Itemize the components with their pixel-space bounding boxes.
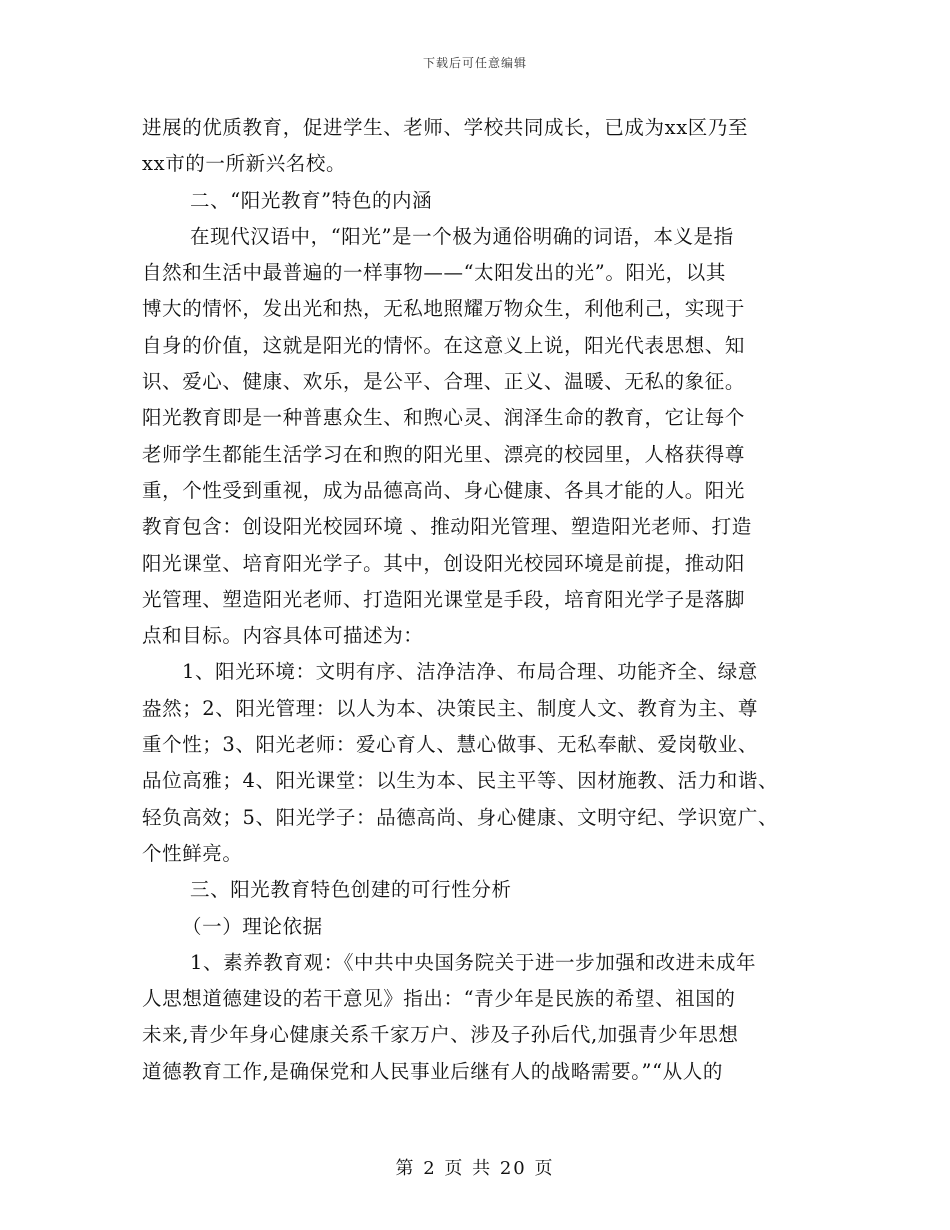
- text-line: 品位高雅；4、阳光课堂：以生为本、民主平等、因材施教、活力和谐、: [142, 769, 779, 793]
- text-line: 1、阳光环境：文明有序、洁净洁净、布局合理、功能齐全、绿意: [182, 660, 758, 684]
- section-heading: 三、阳光教育特色创建的可行性分析: [190, 878, 512, 902]
- document-body: [142, 110, 814, 1090]
- text-line: 未来,青少年身心健康关系千家万户、涉及子孙后代,加强青少年思想: [142, 1023, 739, 1047]
- text-line: 博大的情怀，发出光和热，无私地照耀万物众生，利他利己，实现于: [142, 297, 746, 321]
- text-line: 阳光教育即是一种普惠众生、和煦心灵、润泽生命的教育，它让每个: [142, 406, 746, 430]
- text-line: 轻负高效；5、阳光学子：品德高尚、身心健康、文明守纪、学识宽广、: [142, 805, 779, 829]
- page-header: 下载后可任意编辑: [422, 56, 527, 70]
- text-line: 重，个性受到重视，成为品德高尚、身心健康、各具才能的人。阳光: [142, 478, 746, 502]
- text-line: 点和目标。内容具体可描述为：: [142, 624, 424, 648]
- text-line: 老师学生都能生活学习在和煦的阳光里、漂亮的校园里，人格获得尊: [142, 442, 746, 466]
- section-heading: 二、“阳光教育”特色的内涵: [190, 188, 433, 212]
- text-line: 在现代汉语中，“阳光”是一个极为通俗明确的词语，本义是指: [190, 224, 734, 248]
- text-line: 教育包含：创设阳光校园环境 、推动阳光管理、塑造阳光老师、打造: [142, 515, 752, 539]
- text-line: 识、爱心、健康、欢乐，是公平、合理、正义、温暖、无私的象征。: [142, 370, 746, 394]
- text-line: 道德教育工作,是确保党和人民事业后继有人的战略需要。”“从人的: [142, 1059, 723, 1083]
- text-line: 光管理、塑造阳光老师、打造阳光课堂是手段，培育阳光学子是落脚: [142, 587, 746, 611]
- text-line: 人思想道德建设的若干意见》指出：“青少年是民族的希望、祖国的: [142, 987, 736, 1011]
- text-line: 阳光课堂、培育阳光学子。其中，创设阳光校园环境是前提，推动阳: [142, 551, 746, 575]
- subsection-heading: （一）理论依据: [182, 914, 323, 938]
- text-line: 进展的优质教育，促进学生、老师、学校共同成长，已成为xx区乃至: [142, 116, 749, 139]
- text-line: 自身的价值，这就是阳光的情怀。在这意义上说，阳光代表思想、知: [142, 333, 746, 357]
- text-line: xx市的一所新兴名校。: [142, 152, 347, 176]
- text-line: 1、素养教育观：《中共中央国务院关于进一步加强和改进未成年: [190, 950, 757, 974]
- page-number: 第 2 页 共 20 页: [395, 1158, 555, 1179]
- text-line: 重个性；3、阳光老师：爱心育人、慧心做事、无私奉献、爱岗敬业、: [142, 733, 759, 757]
- text-line: 盎然；2、阳光管理：以人为本、决策民主、制度人文、教育为主、尊: [142, 696, 759, 720]
- text-line: 自然和生活中最普遍的一样事物——“太阳发出的光”。阳光，以其: [142, 261, 726, 285]
- text-line: 个性鲜亮。: [142, 841, 243, 865]
